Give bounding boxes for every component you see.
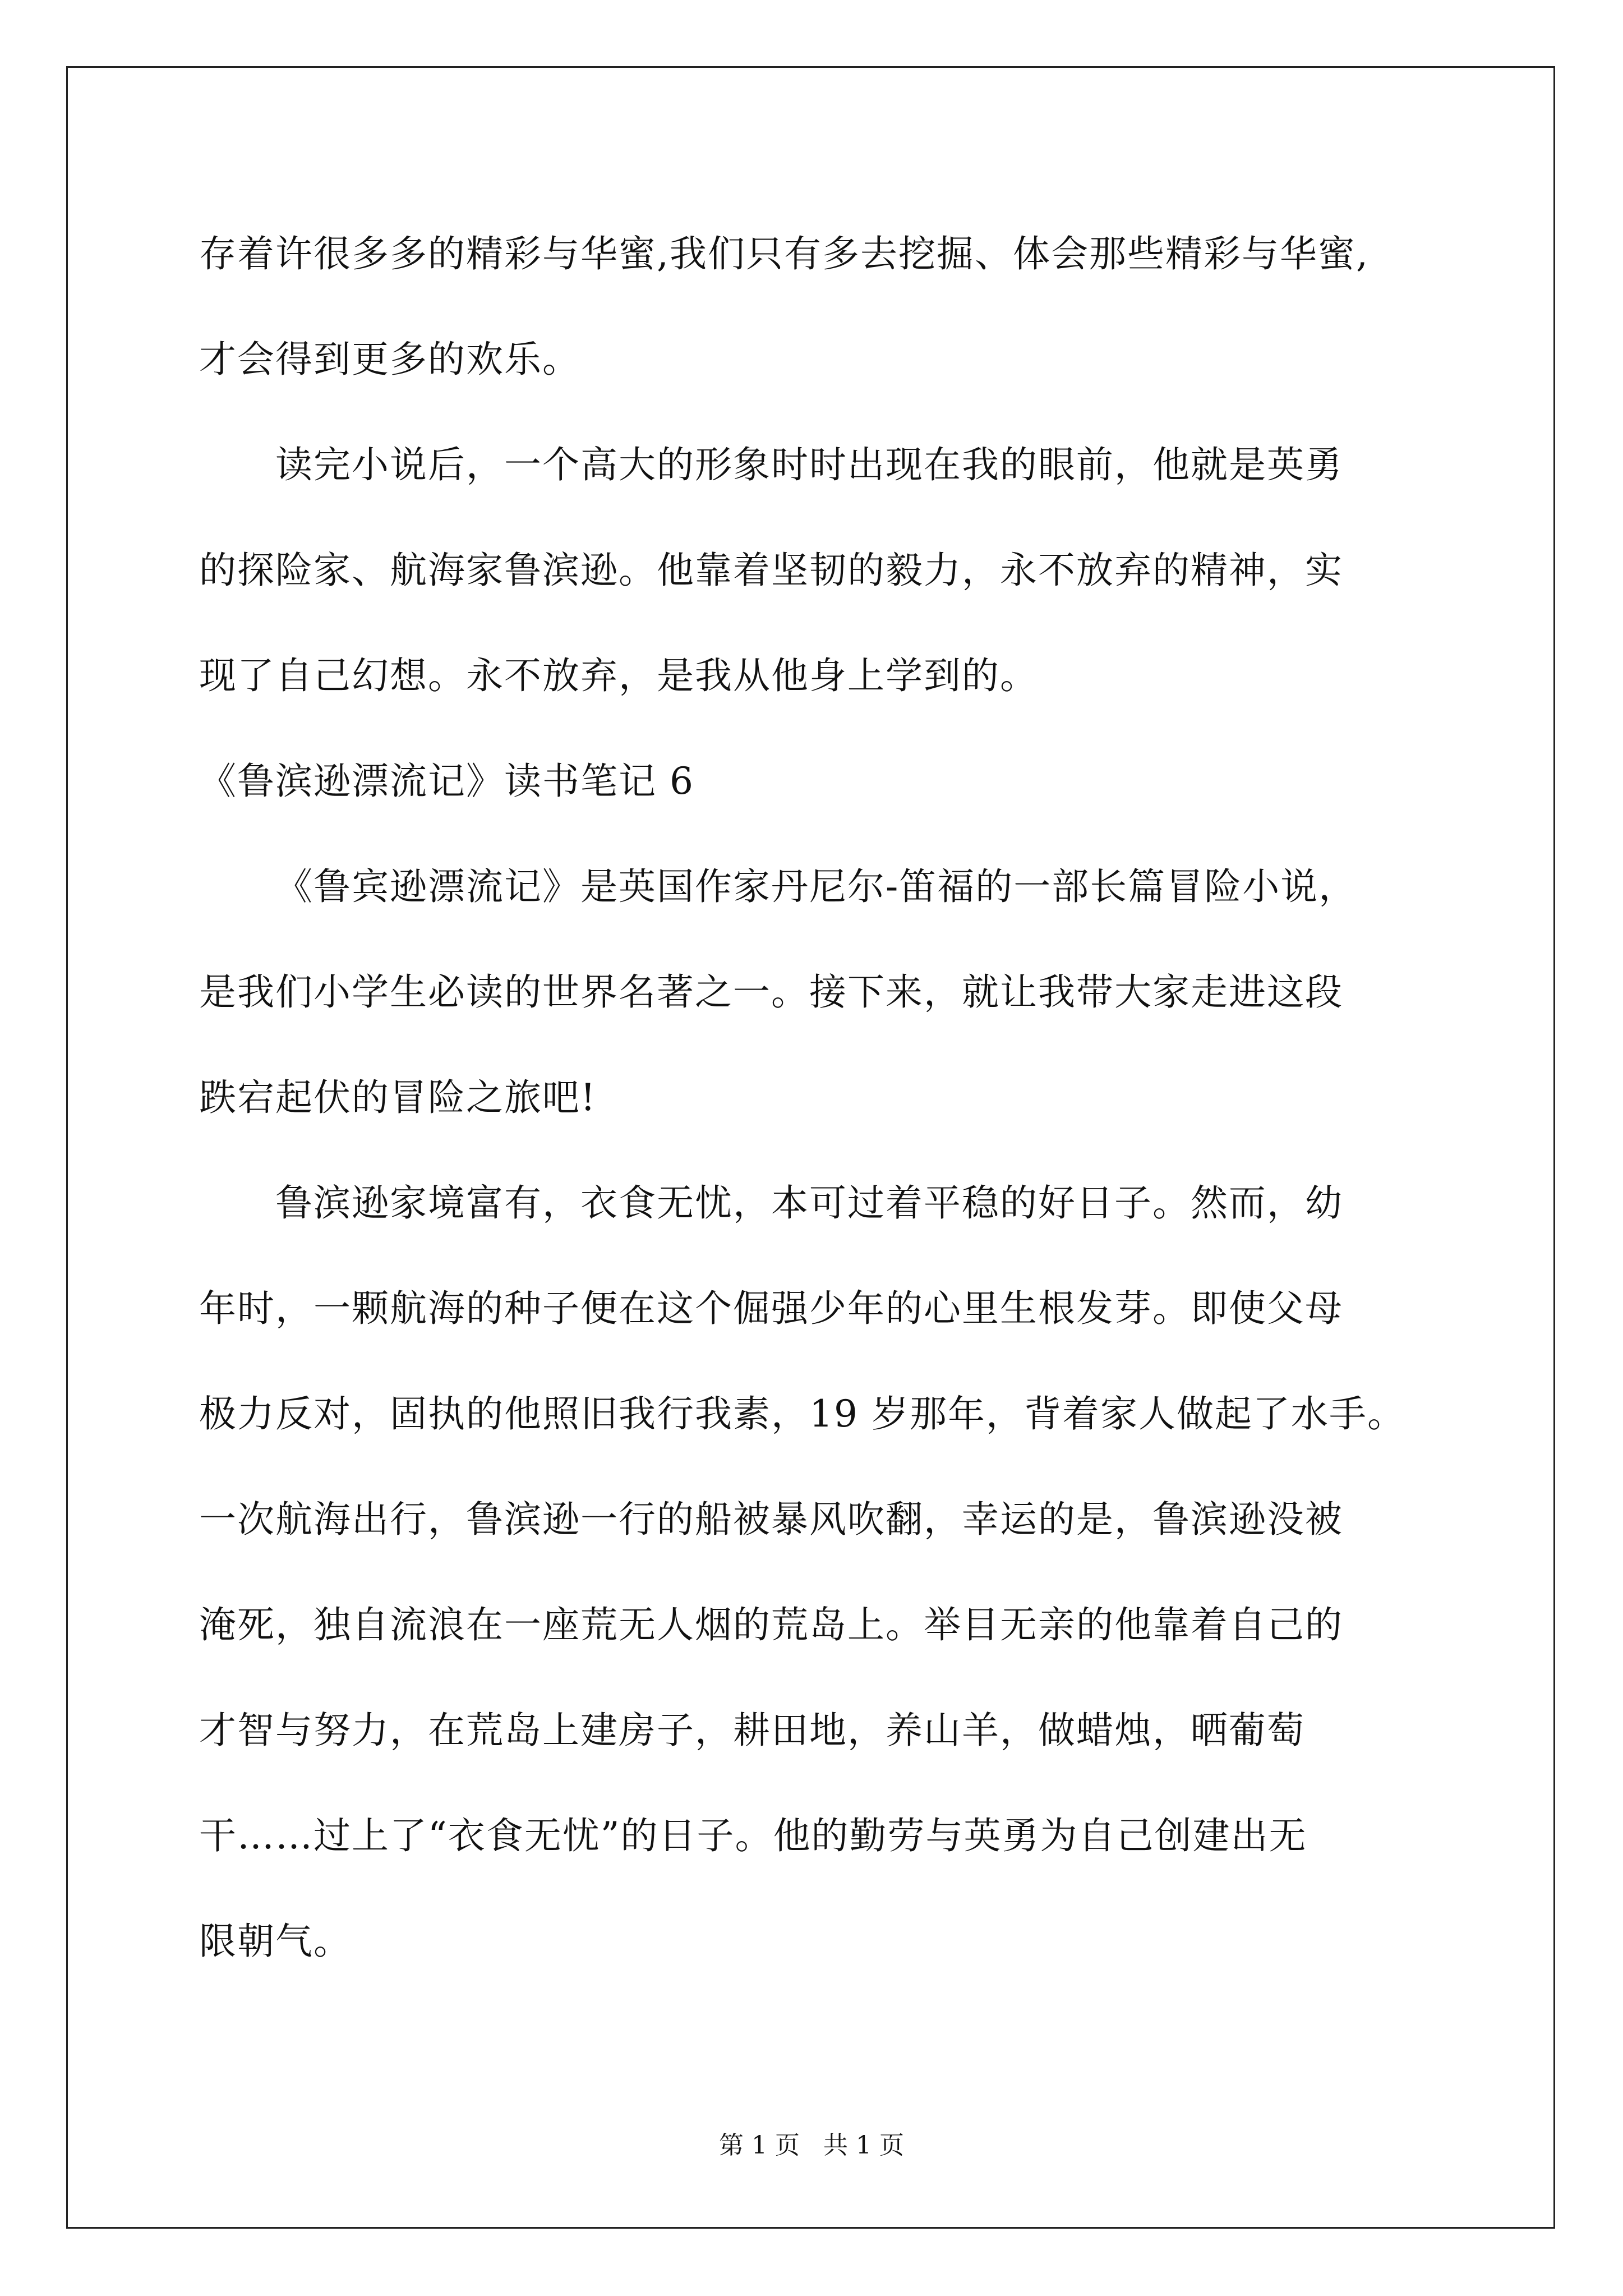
text-line: 跌宕起伏的冒险之旅吧! — [199, 1076, 597, 1119]
text-line: 限朝气。 — [199, 1920, 352, 1963]
text-line: 淹死，独自流浪在一座荒无人烟的荒岛上。举目无亲的他靠着自己的 — [199, 1603, 1343, 1646]
page-footer — [0, 2129, 1623, 2162]
text-line: 存着许很多多的精彩与华蜜,我们只有多去挖掘、体会那些精彩与华蜜, — [199, 232, 1369, 275]
text-line: 一次航海出行，鲁滨逊一行的船被暴风吹翻，幸运的是，鲁滨逊没被 — [199, 1498, 1343, 1541]
paragraph-start: 鲁滨逊家境富有，衣食无忧，本可过着平稳的好日子。然而，幼 — [275, 1181, 1343, 1225]
text-line: 才智与努力，在荒岛上建房子，耕田地，养山羊，做蜡烛，晒葡萄 — [199, 1709, 1305, 1752]
text-line: 极力反对，固执的他照旧我行我素，19 岁那年，背着家人做起了水手。 — [199, 1392, 1405, 1435]
text-line: 是我们小学生必读的世界名著之一。接下来，就让我带大家走进这段 — [199, 970, 1343, 1014]
text-line: 现了自己幻想。永不放弃，是我从他身上学到的。 — [199, 654, 1038, 697]
page-total: 共 1 页 — [823, 2131, 904, 2160]
text-line: 干……过上了“衣食无忧”的日子。他的勤劳与英勇为自己创建出无 — [199, 1814, 1307, 1857]
document-body — [199, 201, 1433, 1994]
page-number: 第 1 页 — [719, 2131, 800, 2160]
text-line: 年时，一颗航海的种子便在这个倔强少年的心里生根发芽。即使父母 — [199, 1287, 1343, 1330]
paragraph-start: 读完小说后，一个高大的形象时时出现在我的眼前，他就是英勇 — [275, 443, 1343, 486]
text-line: 才会得到更多的欢乐。 — [199, 338, 580, 381]
section-heading: 《鲁滨逊漂流记》读书笔记 6 — [199, 760, 694, 803]
text-line: 的探险家、航海家鲁滨逊。他靠着坚韧的毅力，永不放弃的精神，实 — [199, 549, 1343, 592]
paragraph-start: 《鲁宾逊漂流记》是英国作家丹尼尔-笛福的一部长篇冒险小说， — [275, 865, 1357, 908]
